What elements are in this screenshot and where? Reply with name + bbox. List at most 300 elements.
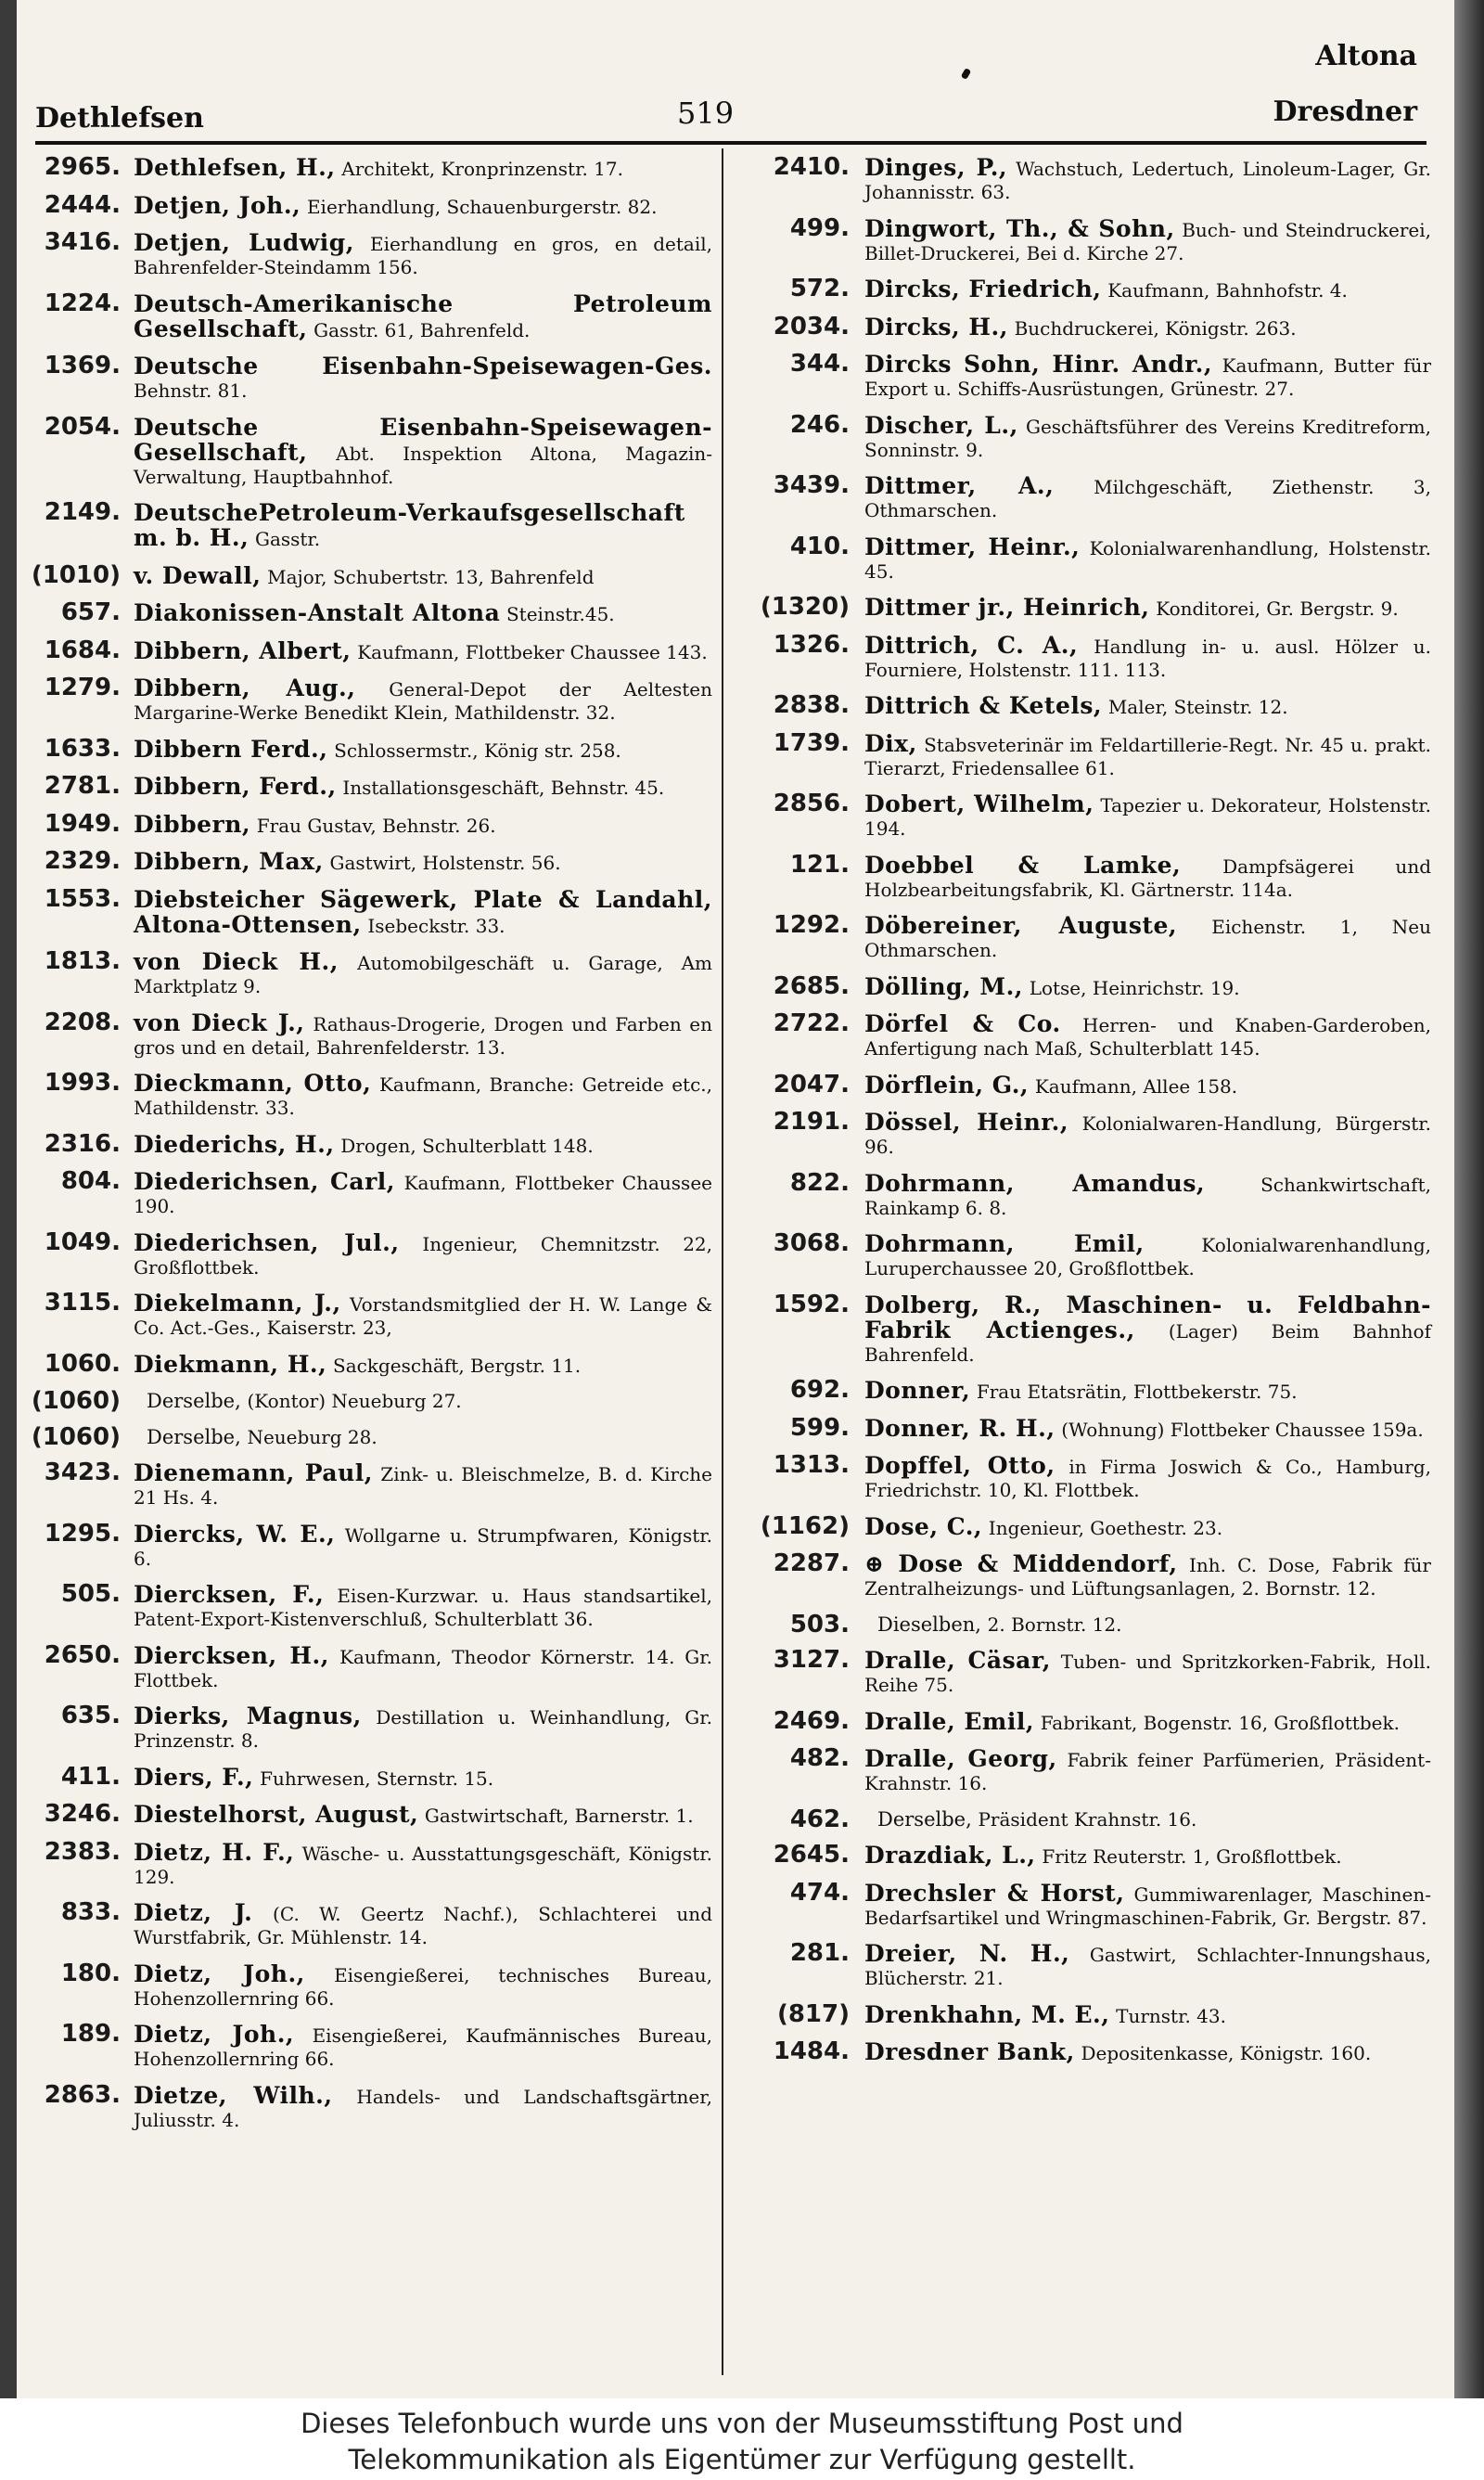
subscriber-name: Dibbern Ferd., [134, 735, 328, 763]
phone-number: 2054. [44, 412, 121, 441]
phone-number: 2410. [773, 153, 850, 181]
phone-number: 2208. [44, 1008, 121, 1036]
directory-entry [731, 850, 1431, 902]
entry-text [864, 2000, 1431, 2028]
phone-number: 3416. [44, 228, 121, 256]
subscriber-name: Dittmer, A., [864, 472, 1055, 499]
subscriber-details: (Lager) Beim Bahnhof Bahrenfeld. [864, 1319, 1431, 1366]
entry-text [134, 231, 712, 279]
subscriber-details: Herren- und Knaben-Garderoben, Anfertigung nach Maß, Schulterblatt 145. [864, 1014, 1431, 1060]
subscriber-name: Donner, R. H., [864, 1414, 1055, 1442]
directory-entry [28, 1640, 713, 1692]
directory-page [17, 0, 1454, 2398]
directory-entry [28, 636, 712, 664]
subscriber-details: 2. Bornstr. 12. [987, 1613, 1122, 1636]
subscriber-details: Eisen-Kurzwar. u. Haus standsartikel, Patent-Export-Kistenverschluß, Schulterblatt 36. [134, 1585, 712, 1630]
entry-text [134, 1072, 712, 1120]
directory-entry [731, 153, 1432, 204]
subscriber-details: Steinstr.45. [505, 603, 615, 625]
subscriber-name: Dircks Sohn, Hinr. Andr., [864, 351, 1213, 378]
phone-number: 3439. [773, 471, 850, 499]
subscriber-name: Dienemann, Paul, [134, 1459, 373, 1486]
subscriber-details: Tuben- und Spritzkorken-Fabrik, Holl. Reihe 75. [864, 1651, 1431, 1696]
entry-text [134, 950, 712, 998]
entry-text [864, 535, 1431, 584]
subscriber-details: Fritz Reuterstr. 1, Großflottbek. [1042, 1845, 1342, 1868]
subscriber-name: Dralle, Georg, [864, 1745, 1057, 1772]
subscriber-details: (Wohnung) Flottbeker Chaussee 159a. [1061, 1418, 1424, 1441]
directory-entry [28, 289, 712, 342]
entry-text [134, 501, 712, 551]
phone-number: 1813. [44, 947, 121, 975]
directory-entry [28, 1422, 712, 1451]
phone-number: 1326. [773, 630, 850, 659]
phone-number: 1224. [44, 289, 121, 317]
subscriber-name: Diakonissen-Anstalt Altona [134, 599, 501, 626]
phone-number: 180. [60, 1959, 121, 1987]
phone-number: 1292. [773, 911, 850, 939]
entry-text [864, 214, 1431, 265]
phone-number: 822. [789, 1168, 850, 1197]
subscriber-name: Donner, [864, 1377, 971, 1404]
directory-entry [28, 847, 712, 875]
subscriber-details: Lotse, Heinrichstr. 19. [1029, 976, 1240, 999]
directory-entry [731, 1413, 1431, 1442]
subscriber-details: Fabrikant, Bogenstr. 16, Großflottbek. [1040, 1711, 1400, 1734]
subscriber-details: Gasstr. [254, 528, 321, 550]
entry-text [134, 191, 712, 219]
entry-text [134, 1583, 712, 1631]
subscriber-name: Dietz, Joh., [134, 1960, 305, 1987]
subscriber-name: Diers, F., [134, 1763, 254, 1791]
directory-entry [28, 1704, 712, 1753]
subscriber-name: Deutsche Eisenbahn-Speisewagen-Ges. [134, 353, 712, 379]
directory-entry [28, 2080, 712, 2132]
subscriber-details: Schlossermstr., König str. 258. [334, 739, 621, 762]
footer-line-1: Dieses Telefonbuch wurde uns von der Museumsstiftung Post und [301, 2408, 1183, 2439]
subscriber-details: Destillation u. Weinhandlung, Gr. Prinzenstr. 8. [134, 1706, 712, 1752]
phone-number: (1060) [31, 1387, 121, 1415]
subscriber-details: Dampfsägerei und Holzbearbeitungsfabrik, Kl. Gärtnerstr. 114a. [864, 855, 1431, 901]
directory-entry [28, 1387, 712, 1415]
subscriber-name: Dethlefsen, H., [134, 154, 336, 181]
subscriber-name: Diercksen, H., [134, 1641, 329, 1669]
subscriber-name: Dreier, N. H., [864, 1940, 1070, 1967]
subscriber-name: Dinges, P., [864, 154, 1008, 181]
subscriber-details: Kaufmann, Butter für Export u. Schiffs-Ausrüstungen, Grünestr. 27. [864, 354, 1431, 400]
entry-text [864, 315, 1431, 341]
subscriber-details: Drogen, Schulterblatt 148. [340, 1134, 594, 1157]
entry-text [134, 810, 712, 838]
phone-number: 1369. [44, 352, 121, 379]
phone-number: 3246. [44, 1800, 121, 1828]
phone-number: 2650. [44, 1640, 121, 1669]
subscriber-details: Wäsche- u. Ausstattungsgeschäft, Königstr. 129. [134, 1842, 712, 1888]
subscriber-name: Drazdiak, L., [864, 1842, 1036, 1869]
running-head-left: Dethlefsen [35, 102, 204, 135]
phone-number: 3068. [773, 1229, 850, 1257]
directory-entry [731, 1168, 1431, 1220]
directory-entry [731, 1999, 1431, 2028]
entry-text [864, 2040, 1431, 2065]
directory-entry [28, 153, 712, 181]
directory-entry [28, 1291, 712, 1340]
directory-entry [28, 1167, 712, 1218]
column-divider [722, 148, 723, 2375]
entry-text [864, 1879, 1431, 1930]
subscriber-details: Präsident Krahnstr. 16. [978, 1807, 1197, 1831]
subscriber-details: Frau Etatsrätin, Flottbekerstr. 75. [976, 1381, 1298, 1403]
entry-text [864, 1707, 1431, 1735]
directory-entry [28, 190, 712, 219]
subscriber-details: Kaufmann, Flottbeker Chaussee 143. [357, 640, 708, 663]
directory-entry [731, 1009, 1431, 1060]
directory-entry [28, 772, 712, 800]
subscriber-name: Dose, C., [864, 1512, 983, 1540]
entry-text [864, 411, 1431, 462]
phone-number: 189. [60, 2020, 121, 2048]
phone-number: 1993. [44, 1069, 121, 1097]
subscriber-name: Dölling, M., [864, 972, 1023, 1000]
phone-number: 462. [789, 1805, 850, 1833]
directory-entry [28, 734, 712, 763]
directory-entry [731, 691, 1431, 719]
directory-entry [28, 1349, 712, 1378]
entry-text [864, 1293, 1431, 1367]
phone-number: 1279. [44, 674, 121, 701]
phone-number: 482. [789, 1744, 850, 1772]
phone-number: 1739. [773, 728, 850, 757]
directory-entry [28, 498, 712, 551]
entry-text [864, 1613, 1431, 1637]
subscriber-details: Sackgeschäft, Bergstr. 11. [333, 1354, 582, 1377]
entry-text [134, 1520, 712, 1571]
subscriber-details: Neueburg 28. [247, 1425, 377, 1448]
subscriber-details: in Firma Joswich & Co., Hamburg, Friedrichstr. 10, Kl. Flottbek. [864, 1456, 1431, 1501]
directory-entry [731, 1805, 1431, 1833]
entry-text [864, 1552, 1431, 1600]
entry-text [864, 1649, 1431, 1697]
subscriber-details: Frau Gustav, Behnstr. 26. [256, 814, 496, 837]
phone-number: 3423. [44, 1458, 121, 1486]
entry-text [134, 1390, 712, 1413]
subscriber-details: Geschäftsführer des Vereins Kreditreform, Sonninstr. 9. [864, 415, 1431, 461]
subscriber-name: Deutsche Eisenbahn-Speisewagen-Gesellschaft, [134, 413, 712, 466]
subscriber-details: Gasstr. 61, Bahrenfeld. [313, 318, 531, 341]
directory-entry [731, 971, 1431, 1000]
phone-number: 2444. [44, 190, 121, 219]
subscriber-details: Inh. C. Dose, Fabrik für Zentralheizungs- und Lüftungsanlagen, 2. Bornstr. 12. [864, 1554, 1431, 1600]
directory-entry [731, 1706, 1431, 1735]
phone-number: 503. [789, 1610, 850, 1638]
subscriber-details: Architekt, Kronprinzenstr. 17. [341, 158, 623, 180]
phone-number: 121. [789, 850, 850, 879]
subscriber-name: Diederichs, H., [134, 1130, 335, 1158]
phone-number: (1162) [760, 1511, 850, 1540]
directory-entry [28, 598, 712, 626]
subscriber-name: Derselbe, [877, 1807, 972, 1831]
directory-entry [731, 1229, 1431, 1280]
subscriber-name: Dibbern, [134, 810, 251, 838]
subscriber-name: Diebsteicher Sägewerk, Plate & Landahl, Altona-Ottensen, [134, 885, 712, 938]
phone-number: 505. [60, 1580, 121, 1608]
phone-number: (817) [776, 1999, 850, 2028]
subscriber-name: Dohrmann, Amandus, [864, 1169, 1206, 1197]
subscriber-name: Dieckmann, Otto, [134, 1070, 372, 1097]
phone-number: 2047. [773, 1070, 850, 1099]
entry-text [864, 1379, 1431, 1404]
phone-number: 1949. [44, 809, 121, 838]
subscriber-name: Dietz, J. [134, 1899, 253, 1926]
subscriber-details: Kaufmann, Flottbeker Chaussee 190. [134, 1172, 712, 1217]
phone-number: 1484. [773, 2037, 850, 2065]
phone-number: 657. [60, 598, 121, 626]
directory-entry [28, 1762, 712, 1791]
directory-entry [731, 630, 1431, 682]
subscriber-name: Dircks, Friedrich, [864, 276, 1102, 302]
subscriber-name: Dohrmann, Emil, [864, 1230, 1145, 1257]
subscriber-name: Dörfel & Co. [864, 1010, 1061, 1037]
entry-text [864, 792, 1431, 841]
subscriber-details: Kaufmann, Allee 158. [1034, 1074, 1238, 1098]
directory-entry [28, 1898, 712, 1949]
subscriber-details: Kolonialwarenhandlung, Holstenstr. 45. [864, 536, 1431, 583]
entry-text [864, 1169, 1431, 1220]
subscriber-name: Dittmer jr., Heinrich, [864, 594, 1150, 621]
subscriber-details: Milchgeschäft, Ziethenstr. 3, Othmarschen. [864, 476, 1431, 521]
subscriber-name: Dralle, Emil, [864, 1707, 1035, 1735]
subscriber-name: Dittmer, Heinr., [864, 533, 1081, 560]
entry-text [134, 636, 712, 664]
subscriber-name: Diercksen, F., [134, 1581, 325, 1608]
phone-number: 833. [60, 1898, 121, 1926]
subscriber-details: Handels- und Landschaftsgärtner, Juliusstr. 4. [134, 2085, 712, 2131]
entry-text [864, 914, 1431, 962]
directory-entry [731, 471, 1431, 522]
subscriber-name: Dittrich, C. A., [864, 631, 1079, 659]
entry-text [864, 474, 1431, 522]
entry-text [134, 1291, 712, 1340]
running-head-right: Dresdner [1273, 96, 1417, 128]
entry-text [134, 601, 712, 626]
phone-number: 3127. [773, 1646, 850, 1674]
directory-entry [731, 1376, 1431, 1404]
entry-text [134, 1011, 712, 1060]
entry-text [864, 1012, 1431, 1060]
subscriber-name: Dopffel, Otto, [864, 1452, 1055, 1479]
subscriber-name: Dittrich & Ketels, [864, 692, 1103, 719]
subscriber-details: Buchdruckerei, Königstr. 263. [1014, 316, 1297, 340]
subscriber-name: DeutschePetroleum-Verkaufsgesellschaft m. b. H., [134, 499, 685, 551]
entry-text [134, 1838, 712, 1889]
subscriber-details: Eierhandlung en gros, en detail, Bahrenfelder-Steindamm 156. [134, 233, 712, 278]
entry-text [134, 413, 712, 489]
phone-number: 411. [60, 1762, 121, 1791]
phone-number: 499. [789, 213, 850, 242]
entry-text [134, 1704, 712, 1753]
entry-text [134, 2023, 712, 2071]
subscriber-name: von Dieck J., [134, 1009, 305, 1036]
phone-number: 572. [789, 275, 850, 302]
entry-text [864, 353, 1431, 401]
subscriber-name: Dibbern, Albert, [134, 636, 352, 664]
phone-number: 2191. [773, 1108, 850, 1136]
directory-entry [731, 792, 1431, 841]
entry-text [864, 1232, 1431, 1280]
subscriber-name: Dresdner Bank, [864, 2038, 1075, 2065]
phone-number: 599. [789, 1413, 850, 1442]
directory-entry [731, 728, 1431, 780]
subscriber-name: Diercks, W. E., [134, 1520, 336, 1548]
entry-text [864, 694, 1431, 719]
subscriber-details: Tapezier u. Dekorateur, Holstenstr. 194. [864, 794, 1431, 840]
phone-number: 2645. [773, 1841, 850, 1869]
directory-entry [28, 1959, 712, 2011]
footer-note [0, 2398, 1484, 2480]
subscriber-name: Dolberg, R., Maschinen- u. Feldbahn-Fabrik Actienges., [864, 1291, 1431, 1343]
phone-number: 2383. [44, 1837, 121, 1866]
subscriber-details: Maler, Steinstr. 12. [1107, 696, 1288, 718]
subscriber-name: Dietze, Wilh., [134, 2081, 333, 2109]
subscriber-details: Ingenieur, Chemnitzstr. 22, Großflottbek. [134, 1232, 712, 1279]
directory-entry [28, 412, 712, 489]
entry-text [864, 1512, 1431, 1540]
subscriber-details: Konditorei, Gr. Bergstr. 9. [1156, 598, 1399, 620]
subscriber-details: (C. W. Geertz Nachf.), Schlachterei und Wurstfabrik, Gr. Mühlenstr. 14. [134, 1903, 712, 1948]
subscriber-name: Discher, L., [864, 411, 1018, 439]
subscriber-details: Automobilgeschäft u. Garage, Am Marktplatz 9. [134, 952, 712, 997]
directory-entry [28, 809, 712, 838]
phone-number: 344. [789, 350, 850, 378]
phone-number: 474. [789, 1878, 850, 1907]
entry-text [134, 775, 712, 800]
phone-number: 635. [60, 1702, 121, 1729]
entry-text [864, 1111, 1431, 1159]
directory-entry [731, 1451, 1431, 1502]
directory-entry [731, 312, 1431, 341]
directory-entry [731, 1610, 1431, 1638]
subscriber-details: Gastwirt, Schlachter-Innungshaus, Blücherstr. 21. [864, 1944, 1431, 1989]
subscriber-details: Eierhandlung, Schauenburgerstr. 82. [306, 195, 658, 218]
subscriber-name: Detjen, Ludwig, [134, 229, 354, 256]
entry-text [864, 1073, 1431, 1099]
phone-number: 2149. [44, 498, 121, 526]
phone-number: 2287. [773, 1549, 850, 1577]
entry-text [864, 156, 1431, 204]
directory-entry [28, 560, 712, 589]
subscriber-details: Wollgarne u. Strumpfwaren, Königstr. 6. [134, 1523, 712, 1570]
subscriber-details: Depositenkasse, Königstr. 160. [1081, 2042, 1372, 2064]
subscriber-name: Derselbe, [147, 1390, 241, 1412]
entry-text [134, 1962, 712, 2011]
subscriber-name: Diestelhorst, August, [134, 1801, 419, 1828]
right-column [731, 153, 1432, 2078]
directory-entry [731, 1744, 1431, 1795]
phone-number: 2469. [773, 1706, 850, 1735]
subscriber-details: Fabrik feiner Parfümerien, Präsident-Krahnstr. 16. [864, 1749, 1431, 1794]
phone-number: 410. [789, 532, 850, 560]
directory-entry [28, 947, 712, 998]
entry-text [134, 1170, 712, 1218]
subscriber-details: Major, Schubertstr. 13, Bahrenfeld [267, 565, 595, 588]
subscriber-name: Dix, [864, 729, 917, 757]
entry-text [134, 1641, 713, 1692]
subscriber-name: Dingwort, Th., & Sohn, [864, 214, 1175, 242]
subscriber-details: Wachstuch, Ledertuch, Linoleum-Lager, Gr. Johannisstr. 63. [864, 158, 1432, 203]
directory-entry [731, 2037, 1431, 2065]
entry-text [864, 1454, 1431, 1502]
phone-number: 3115. [44, 1289, 121, 1317]
entry-text [134, 1228, 712, 1279]
subscriber-name: Dircks, H., [864, 313, 1008, 341]
subscriber-details: General-Depot der Aeltesten Margarine-Werke Benedikt Klein, Mathildenstr. 32. [134, 678, 712, 724]
directory-entry [731, 1290, 1431, 1367]
phone-number: 2965. [44, 153, 121, 181]
phone-number: 804. [60, 1167, 121, 1195]
entry-text [134, 850, 712, 875]
directory-entry [731, 593, 1431, 621]
phone-number: (1320) [760, 593, 850, 621]
subscriber-details: Gummiwarenlager, Maschinen-Bedarfsartikel und Wringmaschinen-Fabrik, Gr. Bergstr. 87. [864, 1882, 1431, 1929]
directory-entry [731, 1108, 1431, 1159]
entry-text [134, 676, 712, 725]
subscriber-name: Drenkhahn, M. E., [864, 2000, 1110, 2028]
subscriber-details: Kaufmann, Bahnhofstr. 4. [1107, 279, 1348, 302]
subscriber-details: Ingenieur, Goethestr. 23. [988, 1516, 1223, 1539]
subscriber-name: Dibbern, Max, [134, 848, 324, 875]
header-rule [35, 141, 1426, 145]
subscriber-name: Dietz, H. F., [134, 1838, 295, 1866]
directory-entry [731, 350, 1431, 401]
entry-text [134, 1763, 712, 1791]
subscriber-details: Buch- und Steindruckerei, Billet-Druckerei, Bei d. Kirche 27. [864, 218, 1431, 264]
directory-entry [28, 1519, 712, 1571]
directory-entry [28, 1580, 712, 1631]
subscriber-name: Dössel, Heinr., [864, 1109, 1069, 1136]
phone-number: 1060. [44, 1349, 121, 1378]
phone-number: 1592. [773, 1290, 850, 1318]
entry-text [864, 277, 1431, 302]
directory-entry [731, 410, 1431, 462]
subscriber-details: Eichenstr. 1, Neu Othmarschen. [864, 916, 1431, 961]
phone-number: 1313. [773, 1451, 850, 1479]
subscriber-name: Dörflein, G., [864, 1071, 1030, 1099]
entry-text [134, 1803, 712, 1828]
entry-text [134, 561, 712, 589]
phone-number: 2781. [44, 772, 121, 800]
subscriber-name: Dietz, Joh., [134, 2021, 295, 2048]
subscriber-name: von Dieck H., [134, 948, 339, 975]
subscriber-name: Dobert, Wilhelm, [864, 790, 1094, 817]
entry-text [134, 1901, 712, 1949]
subscriber-name: Derselbe, [147, 1425, 241, 1448]
subscriber-name: Drechsler & Horst, [864, 1879, 1125, 1907]
phone-number: 2863. [44, 2080, 121, 2109]
entry-text [864, 631, 1431, 682]
subscriber-details: Handlung in- u. ausl. Hölzer u. Fourniere, Holstenstr. 111. 113. [864, 635, 1431, 681]
subscriber-name: Diederichsen, Carl, [134, 1168, 395, 1195]
subscriber-details: Eisengießerei, Kaufmännisches Bureau, Hohenzollernring 66. [134, 2024, 712, 2070]
directory-entry [731, 532, 1431, 584]
directory-entry [28, 1837, 712, 1889]
subscriber-details: Gastwirt, Holstenstr. 56. [329, 852, 561, 874]
directory-entry [731, 277, 1431, 302]
directory-entry [28, 228, 712, 279]
subscriber-details: Behnstr. 81. [134, 379, 248, 402]
subscriber-details: Abt. Inspektion Altona, Magazin-Verwaltung, Hauptbahnhof. [134, 442, 712, 488]
entry-text [864, 1747, 1431, 1795]
subscriber-name: Detjen, Joh., [134, 191, 301, 219]
